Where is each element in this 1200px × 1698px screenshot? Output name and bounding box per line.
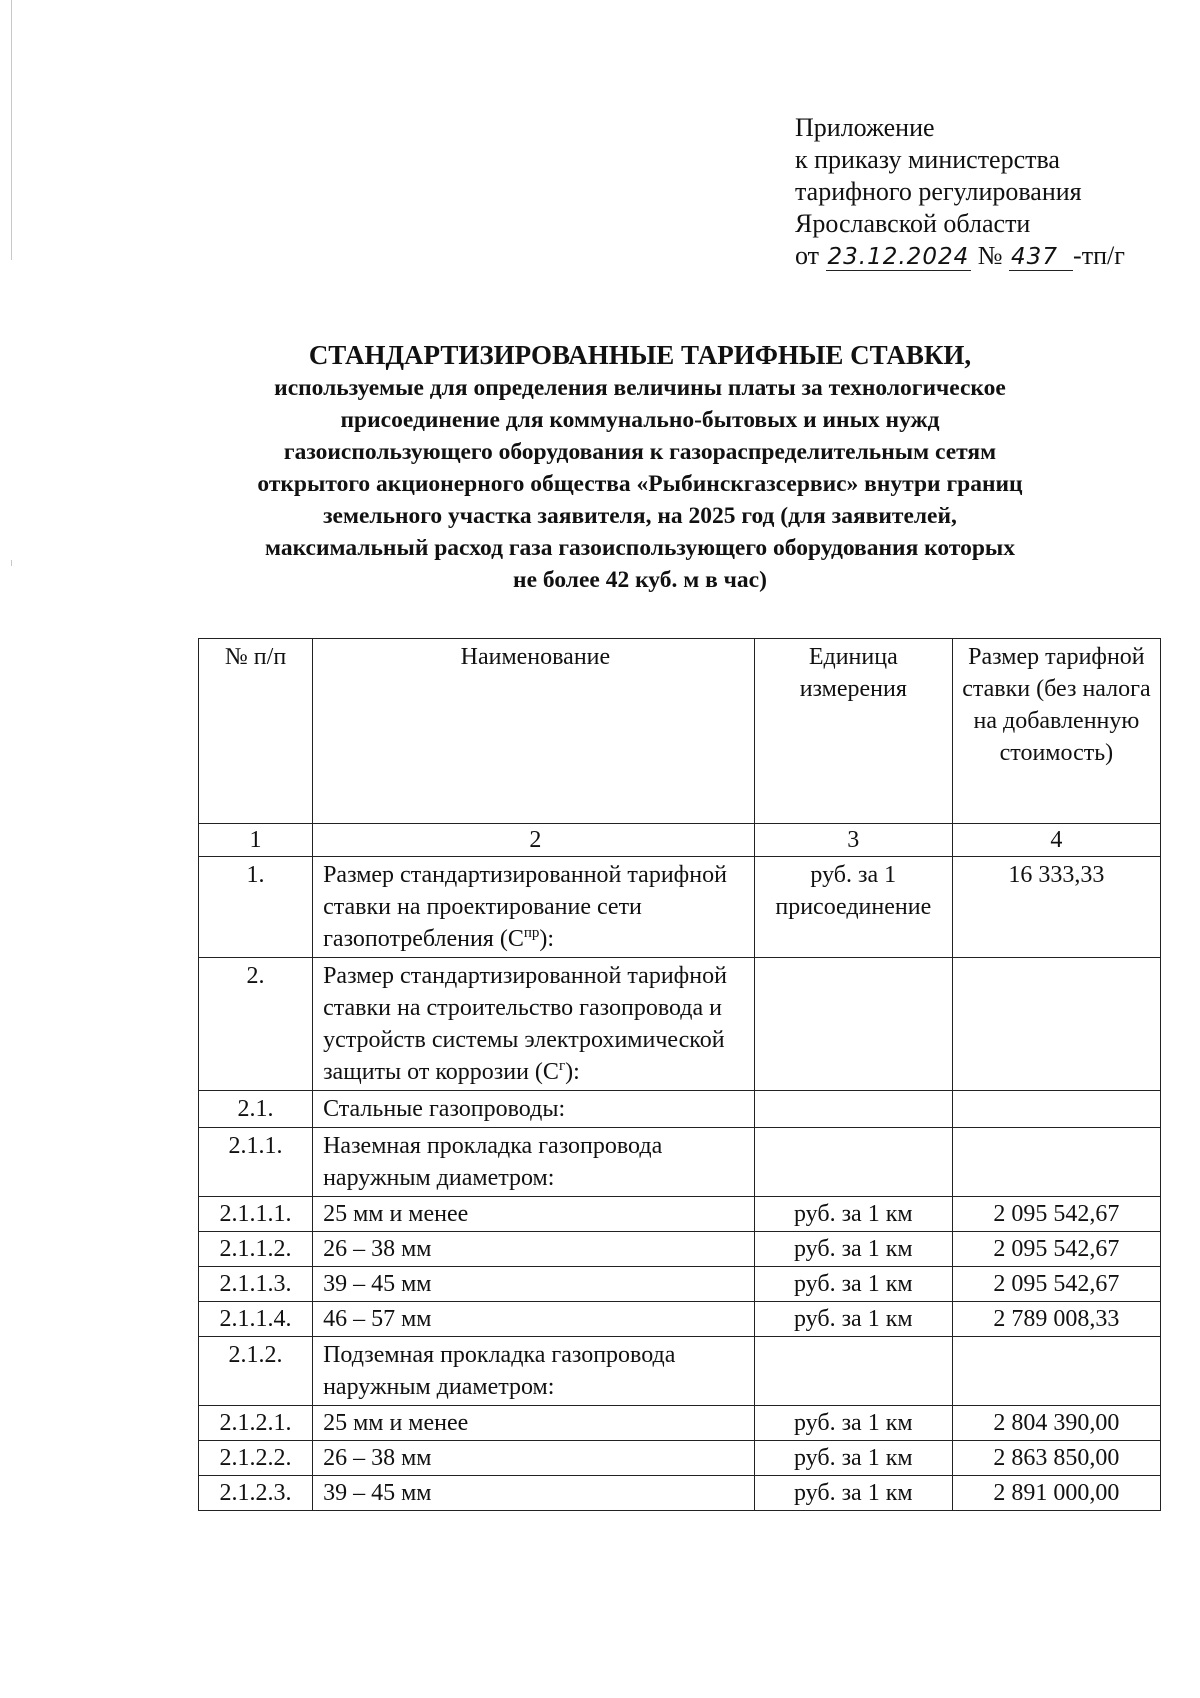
row-num: 2.1.2.3. xyxy=(199,1476,313,1511)
row-num: 2.1.2.2. xyxy=(199,1441,313,1476)
row-name: 46 – 57 мм xyxy=(313,1302,755,1337)
row-value: 16 333,33 xyxy=(952,857,1160,958)
row-name: Подземная прокладка газопровода наружным диаметром: xyxy=(313,1337,755,1406)
number-prefix: № xyxy=(977,241,1003,270)
appendix-line: Ярославской области xyxy=(795,209,1031,238)
row-name: Стальные газопроводы: xyxy=(313,1091,755,1128)
header-num: № п/п xyxy=(199,639,313,824)
header-unit: Единица измерения xyxy=(754,639,952,824)
row-name-sup: пр xyxy=(523,925,540,941)
table-row xyxy=(199,1128,1161,1197)
appendix-line: к приказу министерства xyxy=(795,145,1060,174)
title-line: открытого акционерного общества «Рыбинскгазсервис» внутри границ xyxy=(257,471,1023,497)
row-unit xyxy=(754,1337,952,1406)
appendix-line: тарифного регулирования xyxy=(795,177,1082,206)
row-unit: руб. за 1 км xyxy=(754,1232,952,1267)
appendix-order-line xyxy=(795,240,1125,272)
row-name-tail: ): xyxy=(539,926,555,952)
table-row xyxy=(199,1476,1161,1511)
row-value xyxy=(952,1091,1160,1128)
row-unit: руб. за 1 км xyxy=(754,1406,952,1441)
row-name-text: Размер стандартизированной тарифной ставки на проектирование сети газопотребления (С xyxy=(323,862,727,952)
row-value: 2 804 390,00 xyxy=(952,1406,1160,1441)
row-value: 2 095 542,67 xyxy=(952,1267,1160,1302)
row-num: 2. xyxy=(199,958,313,1091)
row-value: 2 863 850,00 xyxy=(952,1441,1160,1476)
scan-edge-mark xyxy=(11,560,12,566)
row-name-tail: ): xyxy=(565,1059,580,1085)
appendix-line: Приложение xyxy=(795,113,935,142)
header-name: Наименование xyxy=(313,639,755,824)
row-unit: руб. за 1 км xyxy=(754,1476,952,1511)
row-unit: руб. за 1 км xyxy=(754,1441,952,1476)
title-line: земельного участка заявителя, на 2025 год (для заявителей, xyxy=(323,503,957,529)
title-line: присоединение для коммунально-бытовых и иных нужд xyxy=(340,407,940,433)
row-unit xyxy=(754,1091,952,1128)
row-num: 2.1.2. xyxy=(199,1337,313,1406)
table-row xyxy=(199,1267,1161,1302)
col-number: 4 xyxy=(952,824,1160,857)
table-row xyxy=(199,958,1161,1091)
row-name: 25 мм и менее xyxy=(313,1197,755,1232)
row-name xyxy=(313,958,755,1091)
row-num: 2.1.1.3. xyxy=(199,1267,313,1302)
title-main: СТАНДАРТИЗИРОВАННЫЕ ТАРИФНЫЕ СТАВКИ, xyxy=(308,340,972,370)
row-name-sup: г xyxy=(558,1058,566,1074)
row-name-text: Размер стандартизированной тарифной ставки на строительство газопровода и устройств системы электрохимической защиты от коррозии (С xyxy=(323,963,727,1085)
title-line: используемые для определения величины платы за технологическое xyxy=(274,375,1006,401)
scan-edge-mark xyxy=(11,0,12,260)
col-number: 2 xyxy=(313,824,755,857)
row-num: 2.1.1.1. xyxy=(199,1197,313,1232)
table-row xyxy=(199,1441,1161,1476)
row-name: 39 – 45 мм xyxy=(313,1267,755,1302)
table-row xyxy=(199,1406,1161,1441)
row-name xyxy=(313,857,755,958)
row-name: 26 – 38 мм xyxy=(313,1441,755,1476)
row-value xyxy=(952,1337,1160,1406)
col-number: 1 xyxy=(199,824,313,857)
row-unit: руб. за 1 км xyxy=(754,1302,952,1337)
row-name: Наземная прокладка газопровода наружным диаметром: xyxy=(313,1128,755,1197)
table-row xyxy=(199,1232,1161,1267)
row-name: 25 мм и менее xyxy=(313,1406,755,1441)
row-unit: руб. за 1 км xyxy=(754,1267,952,1302)
document-title xyxy=(200,338,1080,596)
row-value xyxy=(952,1128,1160,1197)
row-num: 2.1.1.2. xyxy=(199,1232,313,1267)
date-prefix: от xyxy=(795,241,820,270)
row-num: 2.1.2.1. xyxy=(199,1406,313,1441)
table-row xyxy=(199,1091,1161,1128)
appendix-block xyxy=(795,112,1125,272)
order-number-handwritten: 437 xyxy=(1009,244,1073,271)
column-number-row xyxy=(199,824,1161,857)
title-line: максимальный расход газа газоиспользующего оборудования которых xyxy=(265,535,1015,561)
title-line: не более 42 куб. м в час) xyxy=(513,567,767,593)
table-row xyxy=(199,1197,1161,1232)
row-value: 2 789 008,33 xyxy=(952,1302,1160,1337)
row-num: 2.1. xyxy=(199,1091,313,1128)
header-rate: Размер тарифной ставки (без налога на добавленную стоимость) xyxy=(952,639,1160,824)
row-unit: руб. за 1 присоединение xyxy=(754,857,952,958)
table-row xyxy=(199,1337,1161,1406)
row-num: 2.1.1.4. xyxy=(199,1302,313,1337)
row-name: 39 – 45 мм xyxy=(313,1476,755,1511)
order-date-handwritten: 23.12.2024 xyxy=(827,244,970,270)
row-unit xyxy=(754,1128,952,1197)
row-value: 2 095 542,67 xyxy=(952,1232,1160,1267)
row-num: 1. xyxy=(199,857,313,958)
row-value xyxy=(952,958,1160,1091)
row-num: 2.1.1. xyxy=(199,1128,313,1197)
table-row xyxy=(199,1302,1161,1337)
row-unit: руб. за 1 км xyxy=(754,1197,952,1232)
number-suffix: -тп/г xyxy=(1073,241,1125,270)
col-number: 3 xyxy=(754,824,952,857)
title-line: газоиспользующего оборудования к газораспределительным сетям xyxy=(283,439,997,465)
row-name: 26 – 38 мм xyxy=(313,1232,755,1267)
table-header-row xyxy=(199,639,1161,824)
table-row xyxy=(199,857,1161,958)
row-value: 2 095 542,67 xyxy=(952,1197,1160,1232)
tariff-table xyxy=(198,638,1161,1511)
row-unit xyxy=(754,958,952,1091)
row-value: 2 891 000,00 xyxy=(952,1476,1160,1511)
